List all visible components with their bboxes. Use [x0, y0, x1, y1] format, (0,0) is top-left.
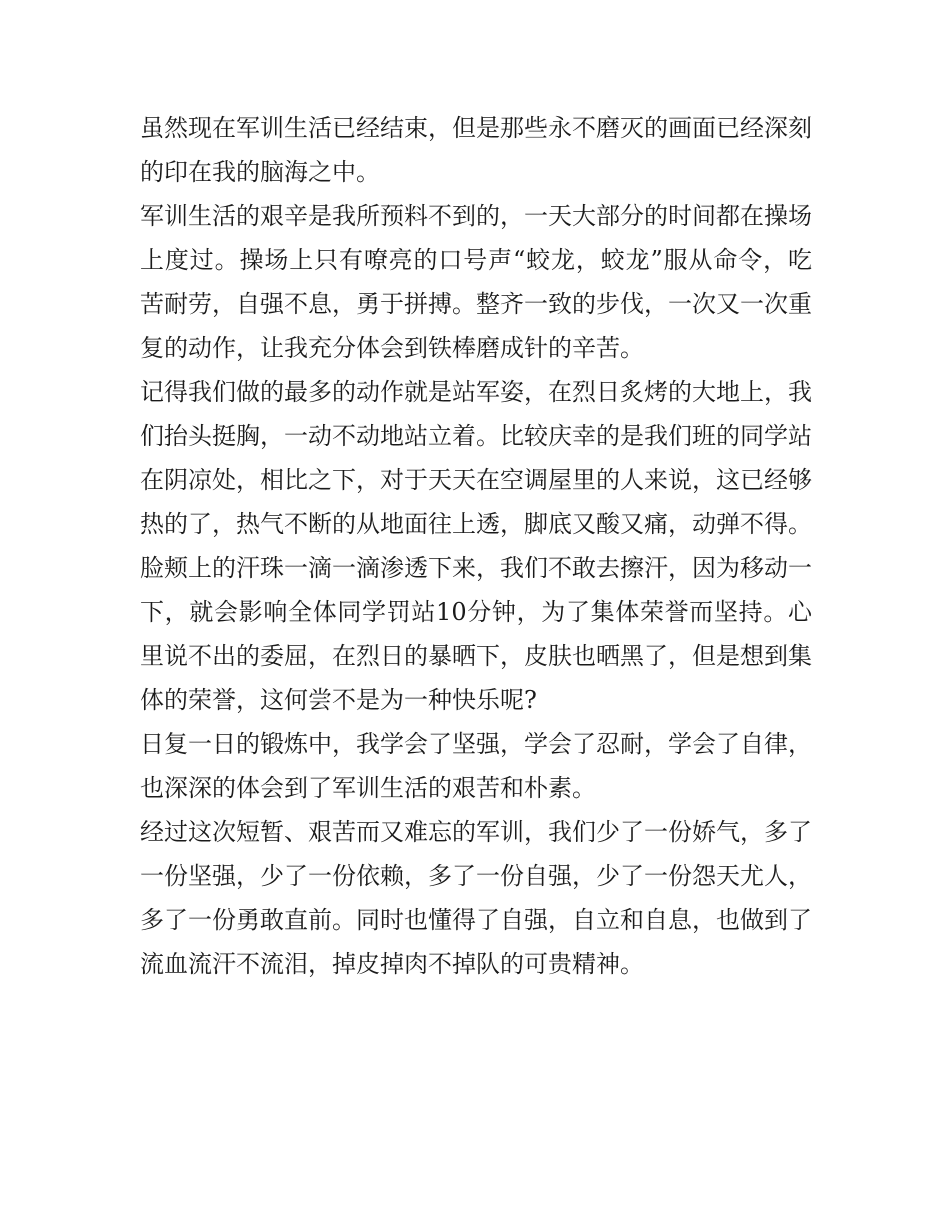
paragraph-2: 军训生活的艰辛是我所预料不到的，一天大部分的时间都在操场上度过。操场上只有嘹亮的口号声“蛟龙，蛟龙”服从命令，吃苦耐劳，自强不息，勇于拼搏。整齐一致的步伐，一次又一次重复的动作，让我充分体会到铁棒磨成针的辛苦。 — [140, 202, 812, 362]
document-body — [140, 106, 812, 986]
paragraph-1: 虽然现在军训生活已经结束，但是那些永不磨灭的画面已经深刻的印在我的脑海之中。 — [140, 114, 812, 186]
paragraph-5: 经过这次短暂、艰苦而又难忘的军训，我们少了一份娇气，多了一份坚强，少了一份依赖，多了一份自强，少了一份怨天尤人，多了一份勇敢直前。同时也懂得了自强，自立和自息，也做到了流血流汗不流泪，掉皮掉肉不掉队的可贵精神。 — [140, 818, 812, 978]
paragraph-4: 日复一日的锻炼中，我学会了坚强，学会了忍耐，学会了自律，也深深的体会到了军训生活的艰苦和朴素。 — [140, 730, 812, 802]
paragraph-3: 记得我们做的最多的动作就是站军姿，在烈日炙烤的大地上，我们抬头挺胸，一动不动地站立着。比较庆幸的是我们班的同学站在阴凉处，相比之下，对于天天在空调屋里的人来说，这已经够热的了，热气不断的从地面往上透，脚底又酸又痛，动弹不得。脸颊上的汗珠一滴一滴渗透下来，我们不敢去擦汗，因为移动一下，就会影响全体同学罚站10分钟，为了集体荣誉而坚持。心里说不出的委屈，在烈日的暴晒下，皮肤也晒黑了，但是想到集体的荣誉，这何尝不是为一种快乐呢? — [140, 378, 812, 714]
